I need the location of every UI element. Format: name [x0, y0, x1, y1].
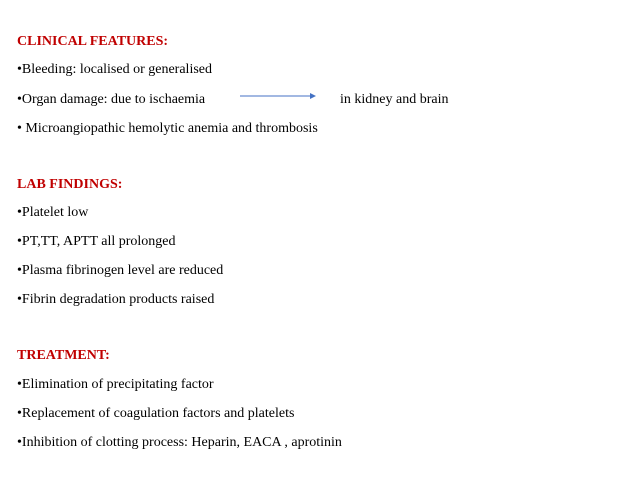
lab-item-fibrin-degradation: •Fibrin degradation products raised: [17, 292, 215, 307]
organ-damage-location: in kidney and brain: [340, 92, 449, 107]
treatment-heading: TREATMENT:: [17, 348, 110, 363]
treatment-item-inhibition: •Inhibition of clotting process: Heparin, EACA , aprotinin: [17, 435, 342, 450]
lab-item-pt-tt-aptt: •PT,TT, APTT all prolonged: [17, 234, 176, 249]
treatment-item-elimination: •Elimination of precipitating factor: [17, 377, 214, 392]
lab-findings-heading: LAB FINDINGS:: [17, 177, 123, 192]
clinical-item-bleeding: •Bleeding: localised or generalised: [17, 62, 213, 77]
clinical-item-organ-damage-row: [17, 91, 617, 109]
clinical-item-microangiopathic: • Microangiopathic hemolytic anemia and thrombosis: [17, 121, 318, 136]
right-arrow-icon: [240, 91, 316, 101]
lab-item-platelet: •Platelet low: [17, 205, 89, 220]
clinical-features-heading: CLINICAL FEATURES:: [17, 34, 169, 49]
treatment-item-replacement: •Replacement of coagulation factors and platelets: [17, 406, 295, 421]
lab-item-fibrinogen: •Plasma fibrinogen level are reduced: [17, 263, 224, 278]
clinical-item-organ-damage: •Organ damage: due to ischaemia: [17, 92, 206, 107]
